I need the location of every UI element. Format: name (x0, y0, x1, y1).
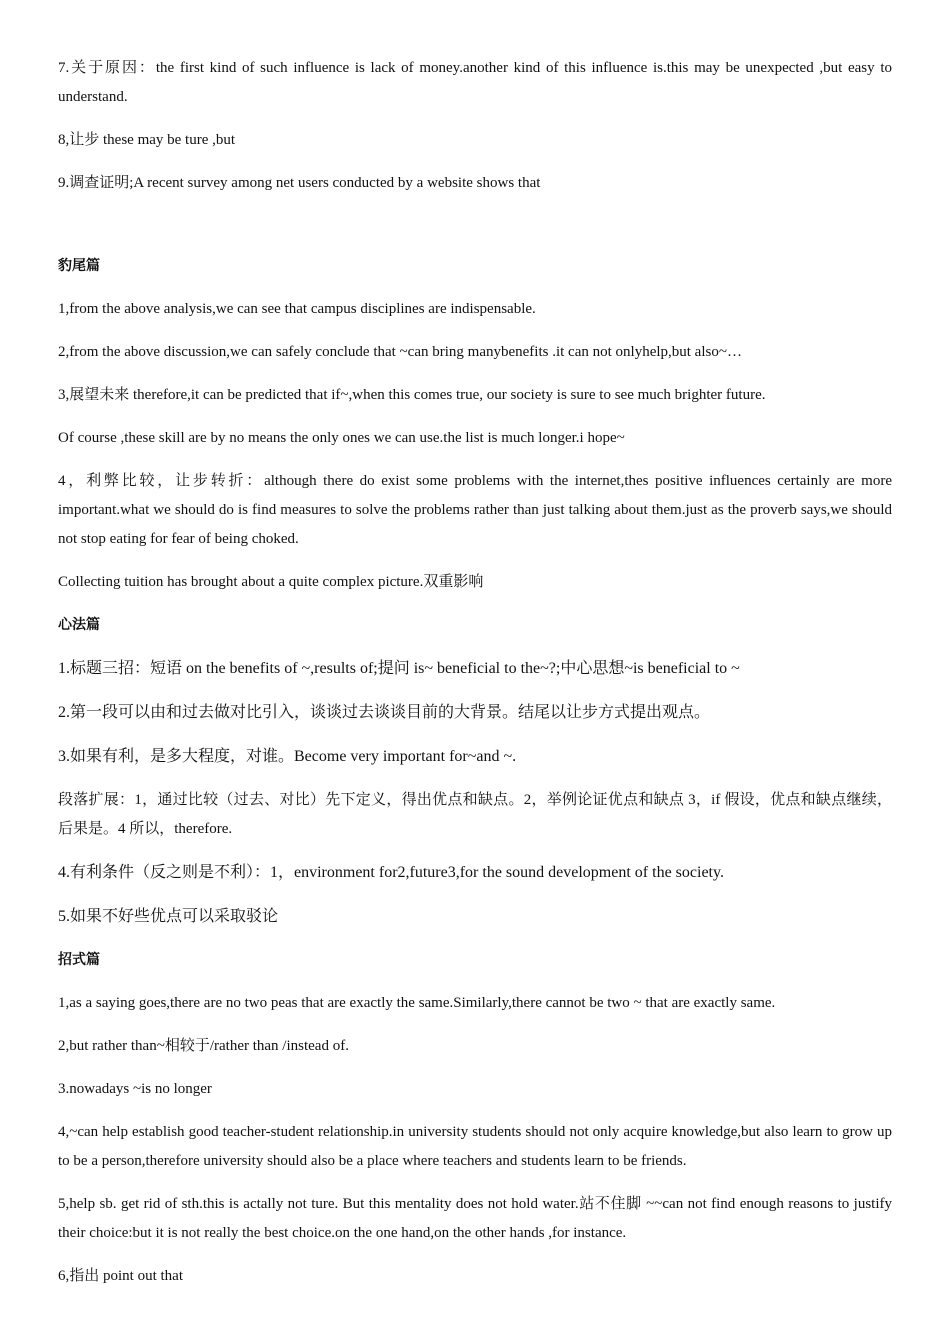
conclusion-item-2: 2,from the above discussion,we can safely conclude that ~can bring manybenefits .it can not onlyhelp,but also~… (58, 344, 742, 360)
section-spacer (58, 212, 892, 252)
method-paragraph-expansion: 段落扩展：1，通过比较（过去、对比）先下定义，得出优点和缺点。2，举例论证优点和缺点 3，if 假设，优点和缺点继续，后果是。4 所以，therefore. (58, 792, 892, 837)
moves-item-4: 4,~can help establish good teacher-student relationship.in university students should not only acquire knowledge,but also learn to grow up to be a person,therefore university should also be a place where teachers and students learn to be friends. (58, 1124, 892, 1169)
conclusion-item-3: 3,展望未来 therefore,it can be predicted that if~,when this comes true, our society is sure to see much brighter future. (58, 387, 766, 403)
moves-item-5: 5,help sb. get rid of sth.this is actally not ture. But this mentality does not hold water.站不住脚 ~~can not find enough reasons to justify their choice:but it is not really the best choice.on the one hand,on the other hands ,for instance. (58, 1196, 892, 1241)
method-item-5: 5.如果不好些优点可以采取驳论 (58, 908, 279, 925)
moves-item-3: 3.nowadays ~is no longer (58, 1081, 212, 1097)
method-item-3: 3.如果有利，是多大程度，对谁。Become very important for~and ~. (58, 748, 517, 765)
moves-item-1: 1,as a saying goes,there are no two peas that are exactly the same.Similarly,there cannot be two ~ that are exactly same. (58, 995, 776, 1011)
paragraph-8-concession: 8,让步 these may be ture ,but (58, 132, 236, 148)
conclusion-item-tuition: Collecting tuition has brought about a quite complex picture.双重影响 (58, 574, 484, 590)
method-item-1: 1.标题三招：短语 on the benefits of ~,results of;提问 is~ beneficial to the~?;中心思想~is beneficial to ~ (58, 660, 740, 677)
section-heading-conclusion: 豹尾篇 (58, 258, 100, 274)
conclusion-item-4: 4，利弊比较，让步转折：although there do exist some problems with the internet,thes positive influences certainly are more important.what we should do is find measures to solve the problems rather than just talking about them.just as the proverb says,we should not stop eating for fear of being choked. (58, 473, 892, 547)
document-page (58, 54, 892, 1305)
moves-item-6: 6,指出 point out that (58, 1268, 183, 1284)
section-heading-moves: 招式篇 (58, 952, 100, 968)
conclusion-item-1: 1,from the above analysis,we can see that campus disciplines are indispensable. (58, 301, 536, 317)
conclusion-item-of-course: Of course ,these skill are by no means the only ones we can use.the list is much longer.i hope~ (58, 430, 625, 446)
section-heading-method: 心法篇 (58, 617, 100, 633)
method-item-4: 4.有利条件（反之则是不利）：1，environment for2,future3,for the sound development of the society. (58, 864, 724, 881)
moves-item-2: 2,but rather than~相较于/rather than /instead of. (58, 1038, 349, 1054)
paragraph-9-survey: 9.调查证明;A recent survey among net users conducted by a website shows that (58, 175, 541, 191)
paragraph-7-reasons: 7.关于原因：the first kind of such influence is lack of money.another kind of this influence is.this may be unexpected ,but easy to understand. (58, 60, 892, 105)
method-item-2: 2.第一段可以由和过去做对比引入，谈谈过去谈谈目前的大背景。结尾以让步方式提出观点。 (58, 704, 711, 721)
